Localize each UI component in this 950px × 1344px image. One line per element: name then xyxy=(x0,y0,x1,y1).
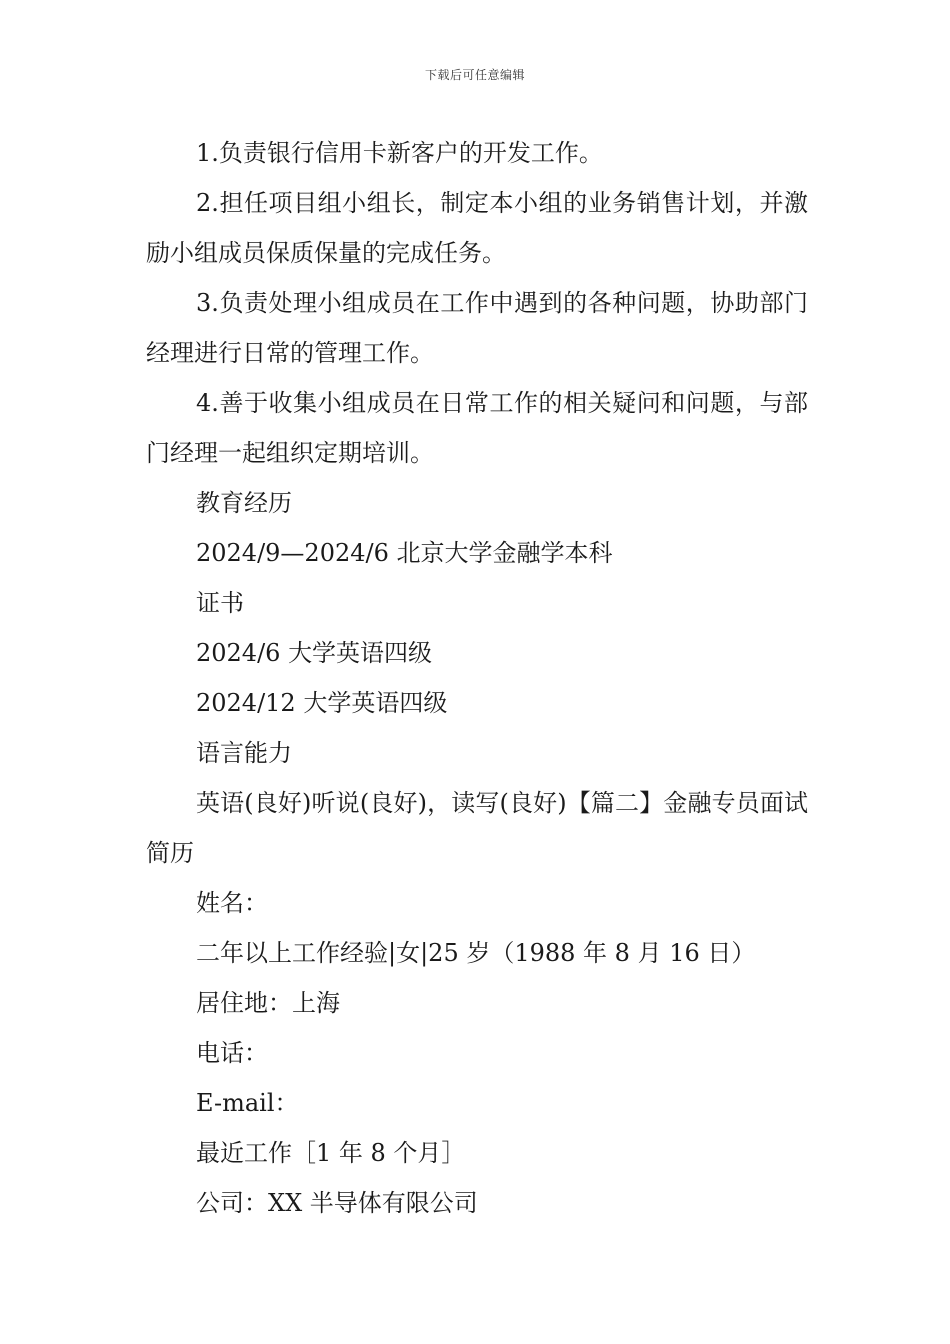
experience-summary: 二年以上工作经验|女|25 岁（1988 年 8 月 16 日） xyxy=(196,939,756,967)
name-field: 姓名： xyxy=(196,889,268,917)
duty-item-2: 2.担任项目组小组长，制定本小组的业务销售计划，并激励小组成员保质保量的完成任务。 xyxy=(146,189,808,267)
recent-work-field: 最近工作［1 年 8 个月］ xyxy=(196,1139,466,1167)
residence-field: 居住地：上海 xyxy=(196,989,340,1017)
language-heading: 语言能力 xyxy=(196,739,292,767)
certificates-heading: 证书 xyxy=(196,589,244,617)
email-field: E-mail： xyxy=(196,1089,299,1117)
language-entry: 英语(良好)听说(良好)，读写(良好)【篇二】金融专员面试简历 xyxy=(146,789,808,867)
page-header-note: 下载后可任意编辑 xyxy=(424,68,525,82)
company-field: 公司：XX 半导体有限公司 xyxy=(196,1189,478,1217)
certificate-entry-1: 2024/6 大学英语四级 xyxy=(196,639,433,667)
document-body xyxy=(146,128,808,1228)
phone-field: 电话： xyxy=(196,1039,268,1067)
duty-item-1: 1.负责银行信用卡新客户的开发工作。 xyxy=(196,139,603,167)
duty-item-3: 3.负责处理小组成员在工作中遇到的各种问题，协助部门经理进行日常的管理工作。 xyxy=(146,289,808,367)
certificate-entry-2: 2024/12 大学英语四级 xyxy=(196,689,448,717)
education-entry: 2024/9—2024/6 北京大学金融学本科 xyxy=(196,539,613,567)
education-heading: 教育经历 xyxy=(196,489,292,517)
duty-item-4: 4.善于收集小组成员在日常工作的相关疑问和问题，与部门经理一起组织定期培训。 xyxy=(146,389,808,467)
